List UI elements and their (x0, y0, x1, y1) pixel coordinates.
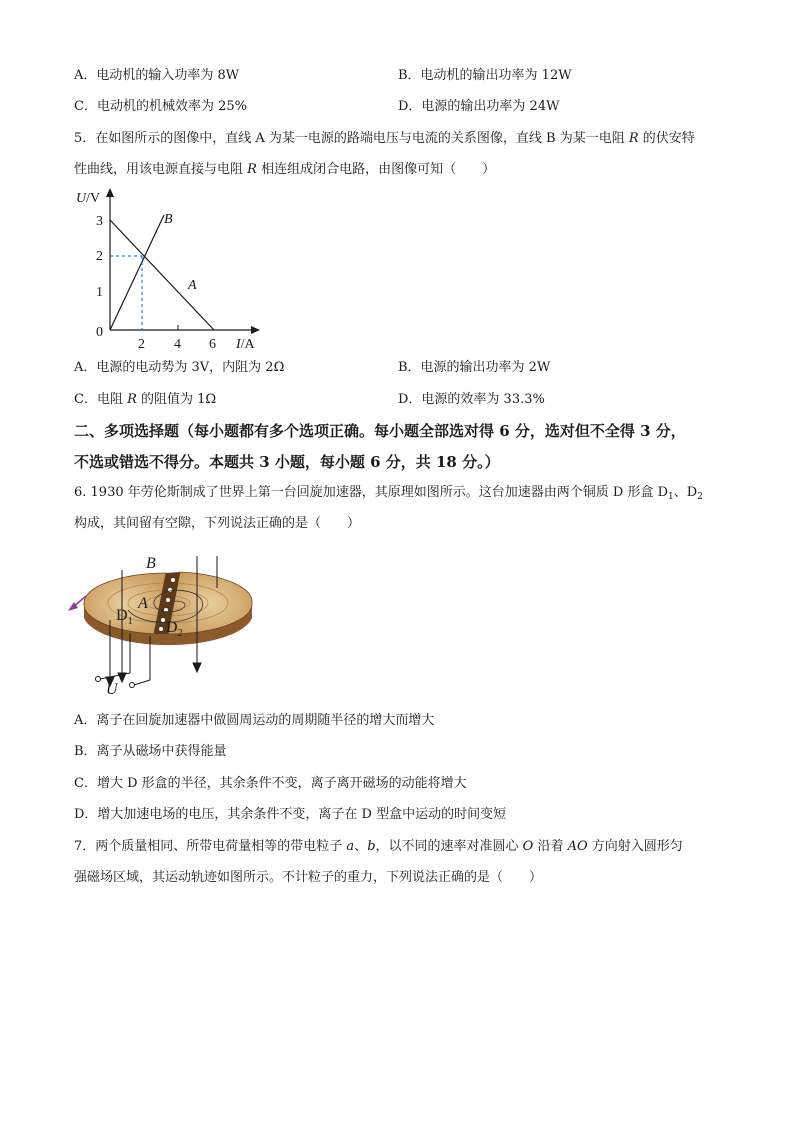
q6-option-c: C．增大 D 形盒的半径，其余条件不变，离子离开磁场的动能将增大 (74, 776, 467, 791)
q5-graph (70, 185, 270, 355)
x-tick-2: 2 (138, 337, 145, 352)
q5-option-b: B．电源的输出功率为 2W (398, 360, 551, 375)
q7-stem-line2: 强磁场区域，其运动轨迹如图所示。不计粒子的重力，下列说法正确的是（ ） (74, 870, 543, 885)
line-b (110, 215, 164, 330)
q4-option-d: D．电源的输出功率为 24W (398, 99, 560, 114)
q4-option-c: C．电动机的机械效率为 25% (74, 99, 247, 114)
q6-stem-line2: 构成，其间留有空隙，下列说法正确的是（ ） (74, 516, 361, 531)
q5-option-a: A．电源的电动势为 3V，内阻为 2Ω (74, 360, 285, 375)
q6-option-b: B．离子从磁场中获得能量 (74, 744, 227, 759)
q7-stem-line1: 7．两个质量相同、所带电荷量相等的带电粒子 a、b，以不同的速率对准圆心 O 沿着 AO 方向射入圆形匀 (74, 839, 683, 854)
q5-stem-line1: 5．在如图所示的图像中，直线 A 为某一电源的路端电压与电流的关系图像，直线 B 为某一电阻 R 的伏安特 (74, 131, 695, 146)
y-axis-label: U/V (76, 191, 101, 206)
label-b: B (146, 555, 156, 572)
y-axis-arrow (106, 188, 114, 197)
q6-stem-line1: 6. 1930 年劳伦斯制成了世界上第一台回旋加速器，其原理如图所示。这台加速器由两个铜质 D 形盒 $D_1$、$D_2$ (74, 485, 703, 502)
section2-heading-line2: 不选或错选不得分。本题共 3 小题，每小题 6 分，共 18 分。） (74, 453, 500, 471)
x-axis-label: I/A (236, 337, 255, 352)
line-a-label: A (188, 278, 197, 293)
y-tick-3: 3 (96, 214, 103, 229)
line-b-label: B (164, 212, 173, 227)
label-d2: $D_2$ (166, 619, 183, 639)
q5-option-d: D．电源的效率为 33.3% (398, 392, 545, 407)
x-tick-6: 6 (209, 337, 216, 352)
y-tick-2: 2 (96, 249, 103, 264)
section2-heading-line1: 二、多项选择题（每小题都有多个选项正确。每小题全部选对得 6 分，选对但不全得 3 分， (74, 422, 686, 440)
q5-option-c: C．电阻 R 的阻值为 1Ω (74, 392, 217, 407)
q6-option-d: D．增大加速电场的电压，其余条件不变，离子在 D 型盒中运动的时间变短 (74, 807, 507, 822)
y-tick-0: 0 (96, 325, 103, 340)
y-tick-1: 1 (96, 285, 103, 300)
q4-option-a: A．电动机的输入功率为 8W (74, 68, 240, 83)
label-d1: $D_1$ (116, 607, 133, 627)
x-axis-arrow (251, 326, 260, 334)
label-a: A (138, 595, 148, 612)
cyclotron-figure (62, 548, 262, 698)
q5-stem-line2: 性曲线，用该电源直接与电阻 R 相连组成闭合电路，由图像可知（ ） (74, 162, 496, 177)
line-a (110, 220, 214, 330)
x-tick-4: 4 (174, 337, 181, 352)
label-u: U (106, 681, 118, 698)
q4-option-b: B．电动机的输出功率为 12W (398, 68, 572, 83)
q6-option-a: A．离子在回旋加速器中做圆周运动的周期随半径的增大而增大 (74, 713, 435, 728)
